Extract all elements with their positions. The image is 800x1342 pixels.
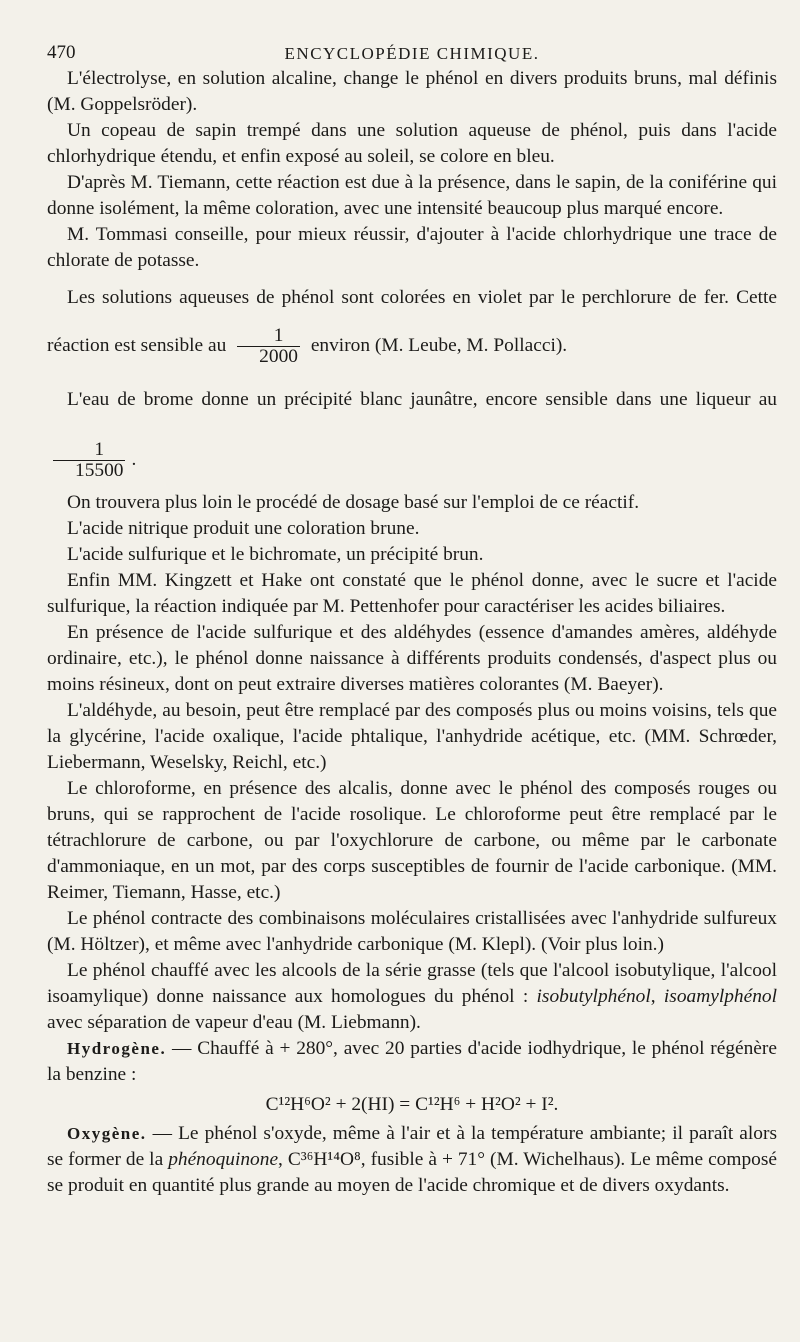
text-run: , (650, 986, 656, 1007)
paragraph: L'électrolyse, en solution alcaline, change le phénol en divers produits bruns, mal définis (M. Goppelsröder). (47, 68, 777, 115)
paragraph: L'aldéhyde, au besoin, peut être remplacé par des composés plus ou moins voisins, tels que la glycérine, l'acide oxalique, l'acide phtalique, l'anhydride acétique, etc. (MM. Schrœder, Liebermann, Weselsky, Reichl, etc.) (47, 700, 777, 773)
paragraph: Le phénol contracte des combinaisons moléculaires cristallisées avec l'anhydride sulfureux (M. Höltzer), et même avec l'anhydride carbonique (M. Klepl). (Voir plus loin.) (47, 908, 777, 955)
text-run: . (131, 449, 137, 470)
text-run: Le phénol chauffé avec les alcools de la série grasse (tels que l'alcool isobutylique, l'alcool isoamylique) donne naissance aux homologues du phénol : (47, 960, 777, 1007)
paragraph: D'après M. Tiemann, cette réaction est due à la présence, dans le sapin, de la coniférine qui donne isolément, la même coloration, avec une intensité beaucoup plus marqué encore. (47, 172, 777, 219)
paragraph: En présence de l'acide sulfurique et des aldéhydes (essence d'amandes amères, aldéhyde ordinaire, etc.), le phénol donne naissance à différents produits condensés, d'aspect plus ou moins résineux, dont on peut extraire diverses matières colorantes (M. Baeyer). (47, 622, 777, 695)
paragraph-oxygene (47, 1121, 777, 1199)
page (47, 36, 777, 1199)
running-title: ENCYCLOPÉDIE CHIMIQUE. (284, 44, 540, 63)
italic-term: isoamylphénol (663, 986, 777, 1007)
text-run: L'eau de brome donne un précipité blanc jaunâtre, encore sensible dans une liqueur au (67, 389, 777, 410)
text-run: Les solutions aqueuses de phénol sont colorées en violet par le perchlorure de fer. Cette réaction est sensible au (47, 287, 777, 356)
fraction (237, 326, 300, 367)
text-run: , C³⁶H¹⁴O⁸, fusible à + 71° (M. Wichelhaus). (278, 1149, 626, 1170)
page-header (47, 36, 777, 66)
fraction-denominator: 2000 (259, 346, 298, 368)
italic-term: isobutylphénol (536, 986, 651, 1007)
paragraph: L'acide nitrique produit une coloration brune. (67, 518, 420, 539)
text-run: environ (M. Leube, M. Pollacci). (310, 335, 568, 356)
section-head-oxygene: Oxygène. (67, 1124, 147, 1143)
fraction-numerator: 1 (53, 440, 125, 461)
paragraph-homologues (47, 958, 777, 1036)
fraction (53, 440, 125, 481)
body-text (47, 66, 777, 1199)
text-run: — Le phénol s'oxyde, même à l'air et à la température ambiante; il paraît alors se former de la (47, 1123, 777, 1170)
text-run: Le même composé se produit en quantité plus grande au moyen de l'acide chromique et de divers oxydants. (47, 1149, 777, 1196)
paragraph: Un copeau de sapin trempé dans une solution aqueuse de phénol, puis dans l'acide chlorhydrique étendu, et enfin exposé au soleil, se colore en bleu. (47, 120, 777, 167)
paragraph: M. Tommasi conseille, pour mieux réussir, d'ajouter à l'acide chlorhydrique une trace de chlorate de potasse. (47, 224, 777, 271)
page-number: 470 (47, 42, 76, 63)
section-head-hydrogene: Hydrogène. (67, 1039, 167, 1058)
paragraph-perchlorure (47, 274, 777, 370)
paragraph: Le chloroforme, en présence des alcalis, donne avec le phénol des composés rouges ou bruns, qui se rapprochent de l'acide rosolique. Le chloroforme peut être remplacé par le tétrachlorure de carbone, ou par l'oxychlorure de carbone, ou même par le carbonate d'ammoniaque, en un mot, par des corps susceptibles de fournir de l'acide carbonique. (MM. Reimer, Tiemann, Hasse, etc.) (47, 778, 777, 903)
paragraph: Enfin MM. Kingzett et Hake ont constaté que le phénol donne, avec le sucre et l'acide sulfurique, la réaction indiquée par M. Pettenhofer pour caractériser les acides biliaires. (47, 570, 777, 617)
paragraph-hydrogene (47, 1036, 777, 1088)
text-run: — Chauffé à + 280°, avec 20 parties d'acide iodhydrique, le phénol régénère la benzine : (47, 1038, 777, 1085)
fraction-numerator: 1 (237, 326, 300, 347)
paragraph: L'acide sulfurique et le bichromate, un précipité brun. (67, 544, 484, 565)
equation: C¹²H⁶O² + 2(HI) = C¹²H⁶ + H²O² + I². (265, 1094, 559, 1115)
italic-term: phénoquinone (168, 1149, 279, 1170)
paragraph: On trouvera plus loin le procédé de dosage basé sur l'emploi de ce réactif. (67, 492, 640, 513)
paragraph-brome (47, 370, 777, 490)
text-run: avec séparation de vapeur d'eau (M. Liebmann). (47, 1012, 421, 1033)
fraction-denominator: 15500 (75, 460, 124, 482)
